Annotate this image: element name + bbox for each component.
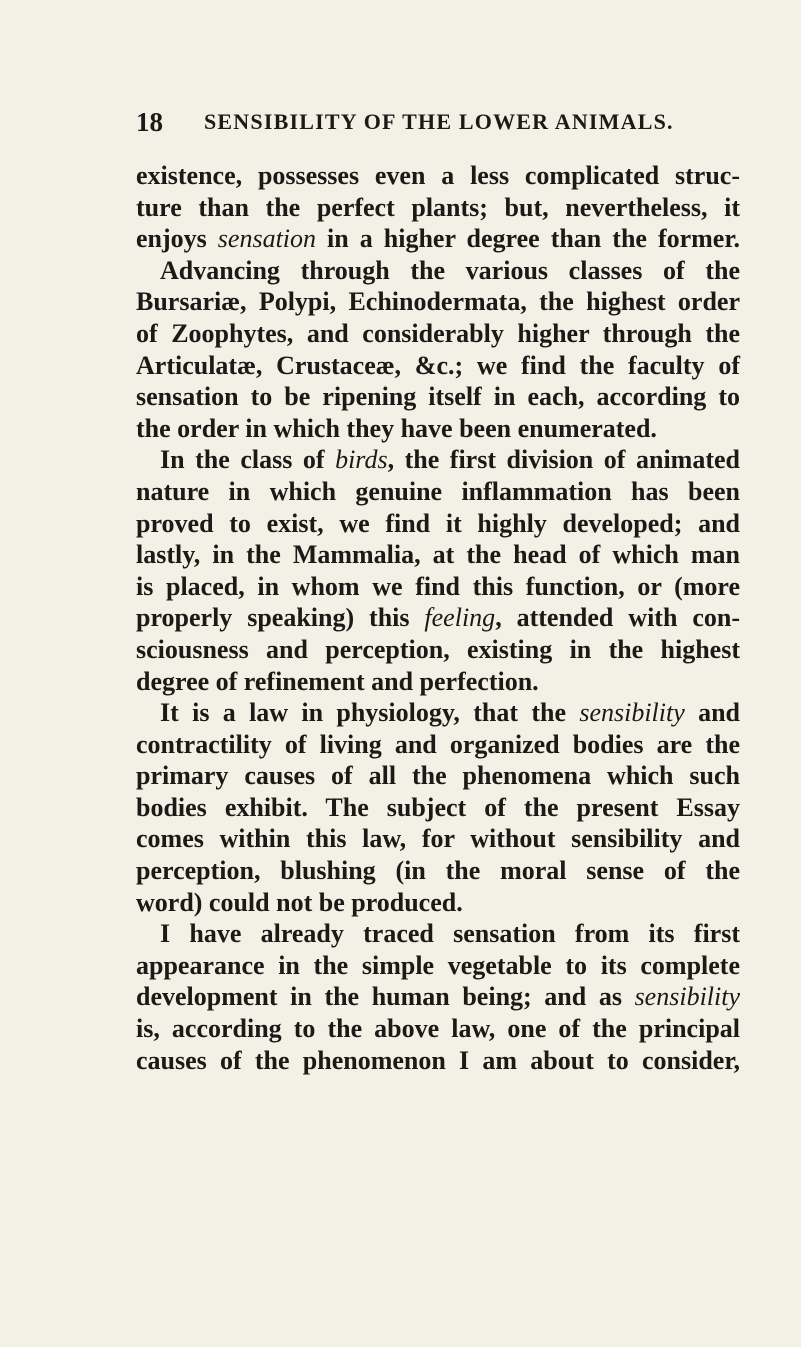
- italic-term: sensibility: [634, 982, 740, 1012]
- text-line: [136, 318, 740, 350]
- text-line: [136, 381, 740, 413]
- text-line: [136, 918, 740, 950]
- text-line: [136, 760, 740, 792]
- text-line: [136, 571, 740, 603]
- italic-term: sensibility: [579, 698, 685, 728]
- text-span: enjoys: [136, 224, 218, 254]
- text-span: nature in which genuine inflammation has been: [136, 476, 740, 506]
- text-span: the order in which they have been enumerated.: [136, 413, 657, 443]
- text-line: [136, 444, 740, 476]
- italic-term: birds: [335, 445, 388, 475]
- text-line: [136, 255, 740, 287]
- text-span: properly speaking) this: [136, 603, 425, 633]
- text-span: ture than the perfect plants; but, nevertheless, it: [136, 192, 740, 222]
- text-line: [136, 823, 740, 855]
- text-line: [136, 950, 740, 982]
- text-span: , the first division of animated: [387, 445, 740, 475]
- text-line: [136, 729, 740, 761]
- text-line: [136, 855, 740, 887]
- text-line: [136, 634, 740, 666]
- body-text: [136, 160, 740, 1076]
- text-span: primary causes of all the phenomena which such: [136, 761, 740, 791]
- text-line: [136, 476, 740, 508]
- text-span: It is a law in physiology, that the: [160, 698, 580, 728]
- text-span: , attended with con-: [495, 603, 740, 633]
- text-span: sensation to be ripening itself in each, according to: [136, 382, 740, 412]
- text-span: sciousness and perception, existing in the highest: [136, 634, 740, 664]
- text-span: appearance in the simple vegetable to its complete: [136, 950, 740, 980]
- text-span: causes of the phenomenon I am about to consider,: [136, 1045, 740, 1075]
- text-span: lastly, in the Mammalia, at the head of which man: [136, 540, 740, 570]
- italic-term: feeling: [424, 603, 496, 633]
- text-span: proved to exist, we find it highly developed; and: [136, 508, 740, 538]
- text-span: is placed, in whom we find this function, or (more: [136, 571, 740, 601]
- text-span: I have already traced sensation from its first: [160, 919, 740, 949]
- text-line: [136, 697, 740, 729]
- text-line: [136, 223, 740, 255]
- text-span: bodies exhibit. The subject of the present Essay: [136, 792, 740, 822]
- text-span: Advancing through the various classes of the: [160, 255, 740, 285]
- text-span: is, according to the above law, one of the principal: [136, 1014, 740, 1044]
- text-span: existence, possesses even a less complicated struc-: [136, 161, 740, 190]
- text-span: perception, blushing (in the moral sense of the: [136, 856, 740, 886]
- text-line: [136, 887, 740, 919]
- text-span: in a higher degree than the former.: [316, 224, 741, 254]
- text-span: In the class of: [160, 445, 336, 475]
- text-line: [136, 413, 740, 445]
- text-line: [136, 160, 740, 192]
- text-span: Bursariæ, Polypi, Echinodermata, the highest order: [136, 287, 740, 317]
- text-span: contractility of living and organized bodies are the: [136, 729, 740, 759]
- text-line: [136, 350, 740, 382]
- text-span: and: [684, 698, 741, 728]
- running-title: SENSIBILITY OF THE LOWER ANIMALS.: [204, 109, 674, 134]
- italic-term: sensation: [217, 224, 317, 254]
- text-span: comes within this law, for without sensibility and: [136, 824, 740, 854]
- page-header: [136, 104, 776, 140]
- text-line: [136, 602, 740, 634]
- text-span: of Zoophytes, and considerably higher through the: [136, 318, 740, 348]
- text-line: [136, 981, 740, 1013]
- text-line: [136, 508, 740, 540]
- text-span: Articulatæ, Crustaceæ, &c.; we find the faculty of: [136, 350, 740, 380]
- text-line: [136, 1013, 740, 1045]
- text-span: word) could not be produced.: [136, 887, 463, 917]
- text-line: [136, 792, 740, 824]
- text-line: [136, 1045, 740, 1077]
- text-span: degree of refinement and perfection.: [136, 666, 539, 696]
- page-number: 18: [136, 107, 163, 137]
- text-line: [136, 192, 740, 224]
- text-line: [136, 286, 740, 318]
- text-line: [136, 539, 740, 571]
- text-span: development in the human being; and as: [136, 982, 635, 1012]
- text-line: [136, 666, 740, 698]
